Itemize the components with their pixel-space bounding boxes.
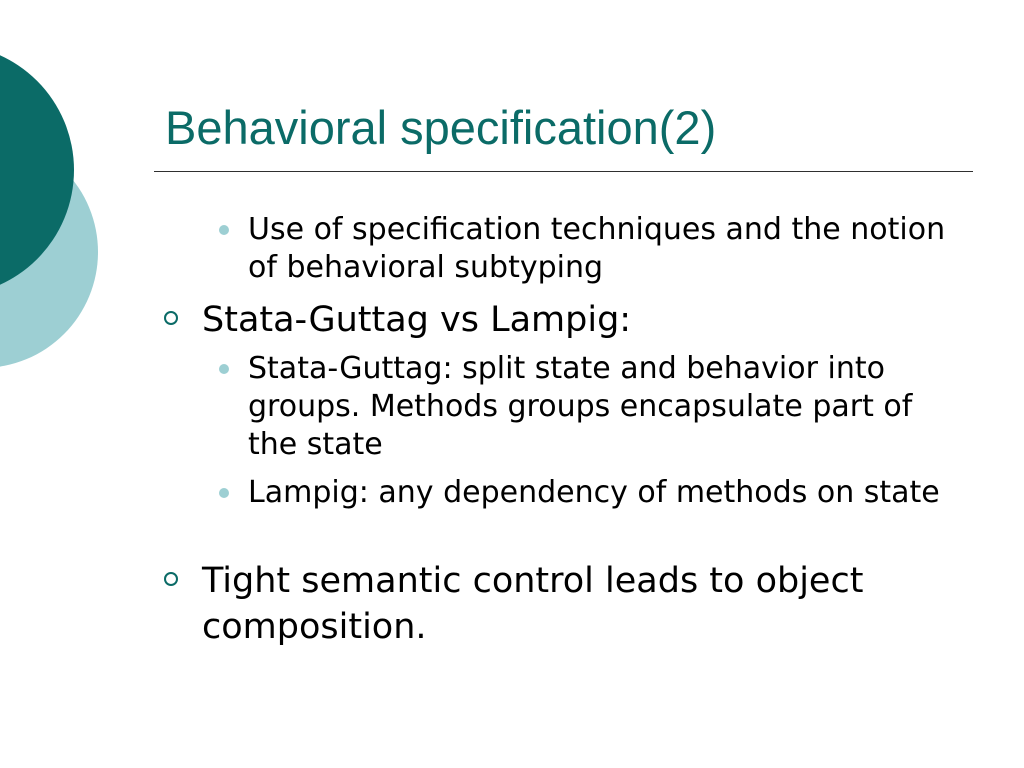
hollow-circle-icon <box>164 572 178 586</box>
sub-bullet-specification-techniques <box>248 211 968 287</box>
bullet-text: Stata-Guttag: split state and behavior into groups. Methods groups encapsulate part of the state <box>248 351 913 462</box>
hollow-circle-icon <box>164 311 178 325</box>
filled-dot-icon <box>219 225 229 235</box>
bullet-stata-guttag-vs-lampig <box>202 297 992 343</box>
slide-title: Behavioral specification(2) <box>165 101 717 154</box>
title-divider <box>154 171 973 172</box>
sub-bullet-stata-guttag <box>248 350 968 464</box>
filled-dot-icon <box>219 488 229 498</box>
filled-dot-icon <box>219 364 229 374</box>
bullet-text: Lampig: any dependency of methods on state <box>248 475 940 510</box>
bullet-tight-semantic-control <box>202 558 992 650</box>
bullet-text: Use of specification techniques and the notion of behavioral subtyping <box>248 212 946 285</box>
decorative-circles <box>0 0 110 420</box>
bullet-text: Stata-Guttag vs Lampig: <box>202 300 632 340</box>
sub-bullet-lampig <box>248 474 968 512</box>
bullet-text: Tight semantic control leads to object composition. <box>202 561 864 647</box>
